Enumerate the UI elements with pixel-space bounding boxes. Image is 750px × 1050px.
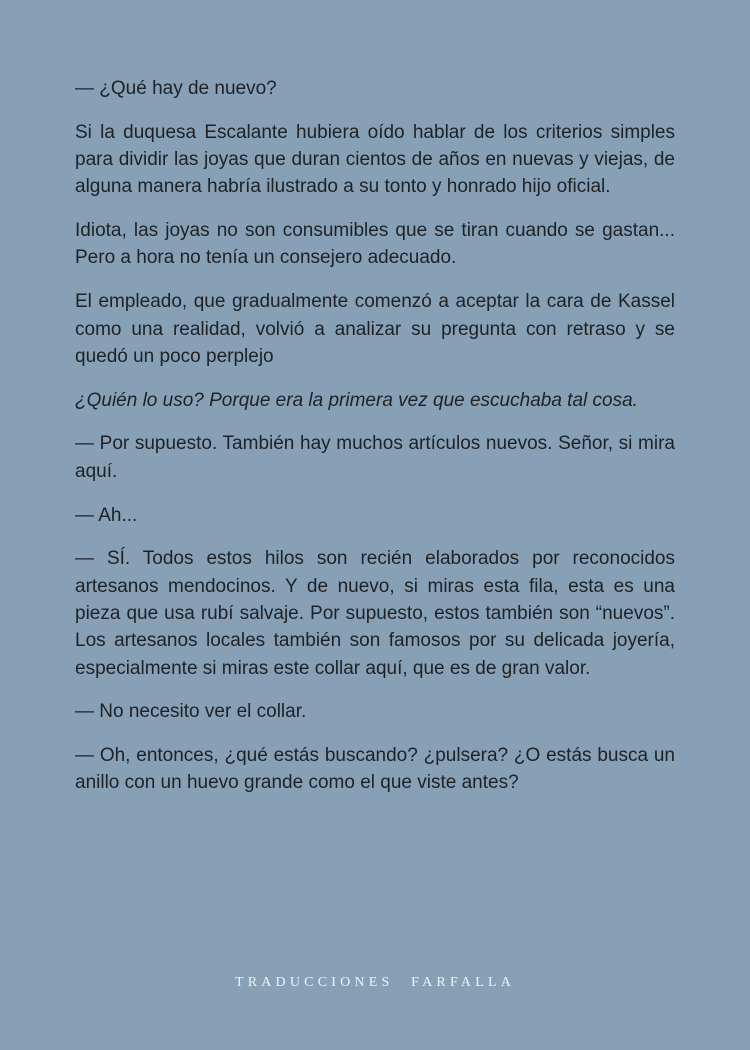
paragraph: El empleado, que gradualmente comenzó a aceptar la cara de Kassel como una realidad, volvió a analizar su pregunta con retraso y se quedó un poco perplejo [75, 291, 675, 367]
paragraph: Si la duquesa Escalante hubiera oído hablar de los criterios simples para dividir las joyas que duran cientos de años en nuevas y viejas, de alguna manera habría ilustrado a su tonto y honrado hijo oficial. [75, 121, 675, 198]
paragraph: Idiota, las joyas no son consumibles que se tiran cuando se gastan... Pero a hora no tenía un consejero adecuado. [75, 220, 675, 269]
paragraph: — ¿Qué hay de nuevo? [75, 78, 277, 99]
italic-paragraph: ¿Quién lo uso? Porque era la primera vez que escuchaba tal cosa. [75, 389, 638, 411]
footer-credit: TRADUCCIONES FARFALLA [234, 975, 516, 990]
paragraph: — No necesito ver el collar. [75, 701, 307, 723]
paragraph: — Por supuesto. También hay muchos artículos nuevos. Señor, si mira aquí. [75, 433, 675, 482]
paragraph: — SÍ. Todos estos hilos son recién elaborados por reconocidos artesanos mendocinos. Y de nuevo, si miras esta fila, esta es una pieza que usa rubí salvaje. Por supuesto, estos también son “nuevos”. Los artesanos locales también son famosos por su delicada joyería, especialmente si miras este collar aquí, que es de gran valor. [75, 548, 675, 679]
paragraph: — Ah... [75, 504, 138, 526]
page-body [75, 75, 675, 813]
paragraph: — Oh, entonces, ¿qué estás buscando? ¿pulsera? ¿O estás busca un anillo con un huevo grande como el que viste antes? [75, 745, 675, 794]
